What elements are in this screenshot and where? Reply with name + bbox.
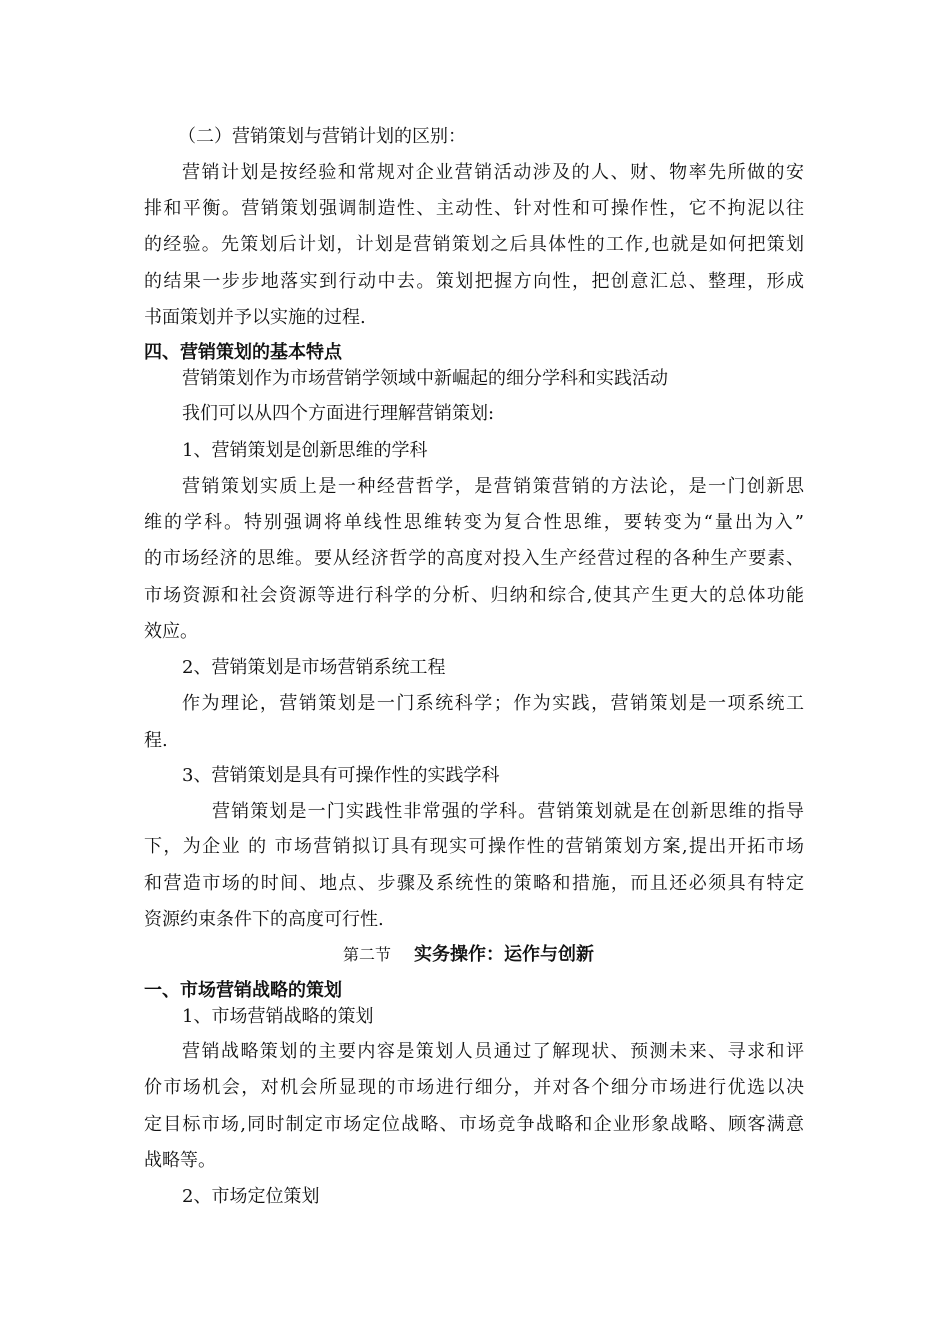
document-page: （二）营销策划与营销计划的区别： 营销计划是按经验和常规对企业营销活动涉及的人、财、物率先所做的安 排和平衡。营销策划强调制造性、主动性、针对性和可操作性，它不拘泥以往 的经验。先策划后计划，计划是营销策划之后具体性的工作,也就是如何把策划 的结果一步步地落实到行动中去。策划把握方向性，把创意汇总、整理，形成 书面策划并予以实施的过程. 四、营销策划的基本特点 营销策划作为市场营销学领域中新崛起的细分学科和实践活动 我们可以从四个方面进行理解营销策划: 1、营销策划是创新思维的学科 营销策划实质上是一种经营哲学，是营销策营销的方法论，是一门创新思 维的学科。特别强调将单线性思维转变为复合性思维，要转变为“量出为入” 的市场经济的思维。要从经济哲学的高度对投入生产经营过程的各种生产要素、 市场资源和社会资源等进行科学的分析、归纳和综合,使其产生更大的总体功能 效应。 2、营销策划是市场营销系统工程 作为理论，营销策划是一门系统科学；作为实践，营销策划是一项系统工 程. 3、营销策划是具有可操作性的实践学科 营销策划是一门实践性非常强的学科。营销策划就是在创新思维的指导 下，为企业 的 市场营销拟订具有现实可操作性的营销策划方案,提出开拓市场 和营造市场的时间、地点、步骤及系统性的策略和措施，而且还必须具有特定 资源约束条件下的高度可行性. 第二节 实务操作：运作与创新 一、市场营销战略的策划 1、市场营销战略的策划 营销战略策划的主要内容是策划人员通过了解现状、预测未来、寻求和评 价市场机会，对机会所显现的市场进行细分，并对各个细分市场进行优选以决 定目标市场,同时制定市场定位战略、市场竞争战略和企业形象战略、顾客满意 战略等。 2、市场定位策划 [144, 126, 804, 1207]
